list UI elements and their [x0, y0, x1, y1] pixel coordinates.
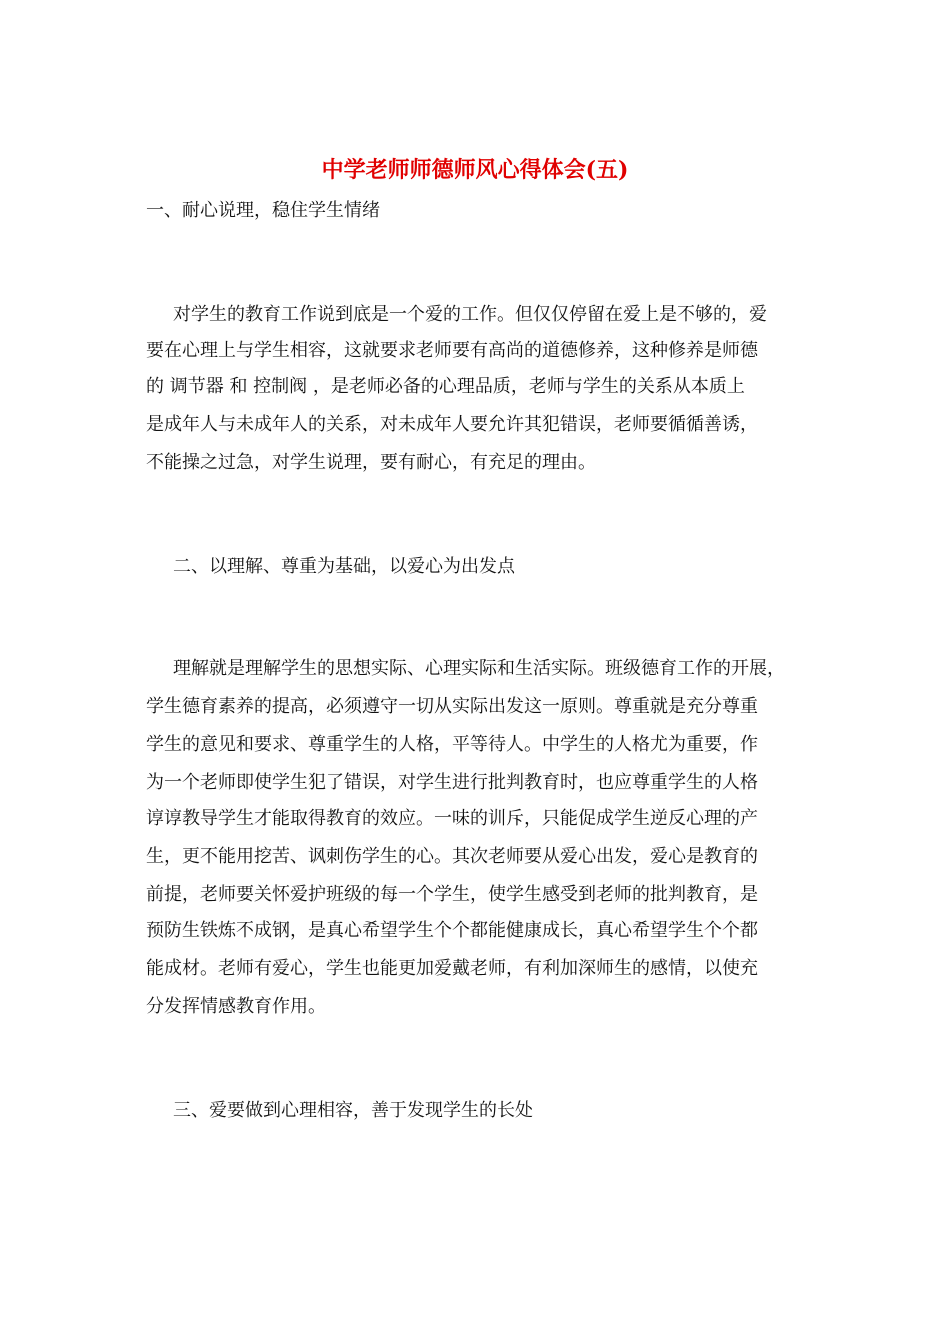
paragraph-line: 学生德育素养的提高，必须遵守一切从实际出发这一原则。尊重就是充分尊重 [146, 696, 758, 717]
paragraph-line: 前提，老师要关怀爱护班级的每一个学生，使学生感受到老师的批判教育，是 [146, 884, 758, 905]
paragraph-line: 谆谆教导学生才能取得教育的效应。一味的训斥，只能促成学生逆反心理的产 [146, 808, 758, 829]
section-heading-3: 三、爱要做到心理相容，善于发现学生的长处 [173, 1100, 533, 1121]
paragraph-line: 对学生的教育工作说到底是一个爱的工作。但仅仅停留在爱上是不够的，爱 [173, 304, 767, 325]
paragraph-line: 预防生铁炼不成钢，是真心希望学生个个都能健康成长，真心希望学生个个都 [146, 920, 758, 941]
paragraph-line: 能成材。老师有爱心，学生也能更加爱戴老师，有利加深师生的感情，以使充 [146, 958, 758, 979]
paragraph-line: 分发挥情感教育作用。 [146, 996, 326, 1017]
paragraph-line: 理解就是理解学生的思想实际、心理实际和生活实际。班级德育工作的开展， [173, 658, 785, 679]
paragraph-line: 生，更不能用挖苦、讽刺伤学生的心。其次老师要从爱心出发，爱心是教育的 [146, 846, 758, 867]
section-heading-1: 一、耐心说理，稳住学生情绪 [146, 200, 380, 221]
paragraph-line: 不能操之过急，对学生说理，要有耐心，有充足的理由。 [146, 452, 596, 473]
paragraph-line: 为一个老师即使学生犯了错误，对学生进行批判教育时，也应尊重学生的人格 [146, 772, 758, 793]
section-heading-2: 二、以理解、尊重为基础，以爱心为出发点 [173, 556, 515, 577]
paragraph-line: 要在心理上与学生相容，这就要求老师要有高尚的道德修养，这种修养是师德 [146, 340, 758, 361]
paragraph-line: 的 调节器 和 控制阀 ，是老师必备的心理品质，老师与学生的关系从本质上 [146, 376, 745, 397]
paragraph-line: 是成年人与未成年人的关系，对未成年人要允许其犯错误，老师要循循善诱， [146, 414, 758, 435]
document-title: 中学老师师德师风心得体会(五) [321, 157, 629, 183]
paragraph-line: 学生的意见和要求、尊重学生的人格，平等待人。中学生的人格尤为重要，作 [146, 734, 758, 755]
